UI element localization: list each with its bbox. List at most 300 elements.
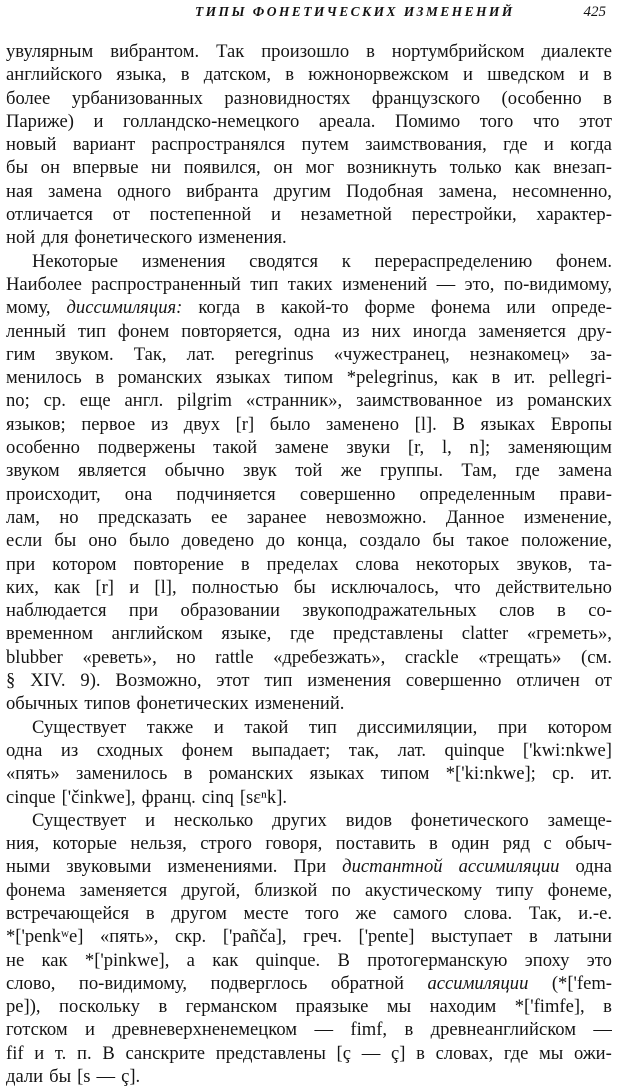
- body-text: [6, 40, 612, 1088]
- word: же: [355, 902, 377, 924]
- word: создало: [359, 530, 421, 552]
- word: —: [436, 273, 456, 295]
- word: произошло: [261, 41, 350, 62]
- word: до: [266, 530, 285, 552]
- word: ной: [6, 227, 36, 249]
- word: и: [578, 64, 589, 86]
- word: это: [586, 949, 612, 971]
- word: близкой: [254, 879, 318, 901]
- word: no;: [6, 390, 30, 412]
- word: дали: [6, 1066, 44, 1088]
- word: изменениями.: [167, 856, 278, 878]
- word: замена: [558, 460, 612, 482]
- word: определенным: [419, 483, 536, 505]
- word: другом: [171, 902, 227, 924]
- word: и: [34, 1042, 45, 1064]
- word: ç].: [121, 1066, 141, 1088]
- word: звуком: [6, 460, 60, 482]
- word: мы: [539, 1042, 564, 1064]
- word: таких: [287, 273, 333, 295]
- word: а: [186, 949, 195, 971]
- word: фонема: [6, 879, 66, 901]
- word: заменяется: [79, 879, 168, 901]
- word: при: [6, 553, 36, 575]
- word: из: [60, 739, 79, 761]
- word: из: [150, 413, 169, 435]
- word: первое: [81, 413, 136, 435]
- word: cinq: [201, 786, 234, 808]
- word: диссимиляции,: [357, 716, 478, 738]
- word: Существует: [32, 809, 127, 831]
- word: Существует: [32, 716, 127, 738]
- word: и: [129, 576, 140, 598]
- word: *['pinkwe],: [84, 949, 170, 971]
- text-line: [6, 180, 612, 203]
- word: При: [293, 856, 327, 878]
- word: сводятся: [249, 250, 319, 272]
- word: появился,: [183, 157, 261, 179]
- word: quinque: [444, 739, 505, 761]
- text-line: [6, 389, 612, 412]
- text-line: [6, 576, 612, 599]
- word: §: [6, 670, 16, 692]
- word: фонетического: [410, 809, 529, 831]
- word: Там,: [461, 460, 497, 482]
- word: вибранта: [186, 180, 259, 202]
- word: ареала.: [318, 110, 376, 132]
- word: видов: [345, 809, 392, 831]
- word: голландско-немецкого: [123, 110, 300, 132]
- word: незнакомец»: [469, 343, 571, 365]
- text-line: [6, 273, 612, 296]
- word: но: [176, 646, 196, 668]
- word: ç]: [391, 1042, 406, 1064]
- word: ожи-: [574, 1042, 612, 1064]
- word: —: [314, 1019, 334, 1041]
- word: [r]: [235, 413, 255, 435]
- word: так,: [348, 739, 380, 761]
- word: иногда: [412, 320, 467, 342]
- text-line: [6, 226, 612, 249]
- word: лат.: [186, 343, 216, 365]
- word: со-: [588, 600, 612, 622]
- word: них: [371, 320, 401, 342]
- text-line: [6, 133, 612, 156]
- text-line: [6, 622, 612, 645]
- word: языке,: [221, 623, 272, 645]
- word: обычно: [164, 460, 225, 482]
- word: в: [285, 64, 295, 86]
- text-line: [6, 343, 612, 366]
- word: языках: [480, 413, 536, 435]
- word: из: [342, 320, 360, 342]
- word: положение,: [521, 530, 612, 552]
- word: является: [77, 460, 147, 482]
- word: и: [85, 1019, 95, 1041]
- word: встречающейся: [6, 902, 130, 924]
- word: древнеанглийском: [430, 1019, 576, 1041]
- text-line: [6, 156, 612, 179]
- word: слова.: [463, 902, 513, 924]
- word: Помимо: [395, 110, 461, 132]
- word: совершенно: [405, 670, 502, 692]
- text-line: [6, 762, 612, 785]
- word: менилось: [6, 367, 82, 389]
- word: ассимиляции: [427, 972, 529, 994]
- word: диалекте: [541, 41, 612, 62]
- word: санскрите: [125, 1042, 206, 1064]
- word: из: [496, 390, 514, 412]
- word: несомненно,: [512, 180, 612, 202]
- word: ['pañča],: [222, 926, 287, 948]
- word: в: [256, 297, 265, 319]
- word: В: [452, 413, 465, 435]
- text-line: [6, 995, 612, 1018]
- word: совершенно: [299, 483, 396, 505]
- word: как: [212, 949, 239, 971]
- word: и: [213, 716, 224, 738]
- word: ния,: [6, 833, 40, 855]
- word: слово,: [6, 972, 56, 994]
- text-line: [6, 949, 612, 972]
- word: в: [603, 87, 612, 109]
- word: где: [289, 623, 315, 645]
- word: *['fimfe],: [514, 996, 585, 1018]
- word: n];: [469, 437, 491, 459]
- word: полностью: [191, 576, 279, 598]
- word: и: [270, 204, 281, 226]
- word: Данное: [445, 506, 505, 528]
- word: группы.: [379, 460, 443, 482]
- word: было: [269, 413, 311, 435]
- word: тип: [77, 320, 106, 342]
- word: —: [96, 1066, 116, 1088]
- word: более: [6, 87, 51, 109]
- word: заранее: [246, 506, 307, 528]
- word: ассимиляции: [458, 856, 560, 878]
- text-line: [6, 553, 612, 576]
- page-number: 425: [583, 4, 606, 20]
- word: говоря,: [265, 833, 323, 855]
- word: южнонорвежском: [308, 64, 449, 86]
- word: как: [514, 157, 541, 179]
- word: замена,: [438, 180, 498, 202]
- word: внезап-: [553, 157, 612, 179]
- word: Так,: [133, 343, 167, 365]
- word: в: [158, 996, 168, 1018]
- text-line: [6, 436, 612, 459]
- text-line: [6, 63, 612, 86]
- word: изменения: [307, 670, 392, 692]
- word: той: [295, 460, 323, 482]
- word: языков;: [6, 413, 66, 435]
- word: Европы: [550, 413, 612, 435]
- text-line: [6, 413, 612, 436]
- word: другим: [273, 180, 331, 202]
- word: ее: [211, 506, 228, 528]
- word: от: [594, 670, 612, 692]
- word: оно: [88, 530, 117, 552]
- word: фонем: [117, 320, 170, 342]
- word: представлены: [215, 1042, 326, 1064]
- text-line: [6, 646, 612, 669]
- word: в: [557, 600, 566, 622]
- text-line: [6, 692, 612, 715]
- word: незаметной: [300, 204, 392, 226]
- text-line: [6, 250, 612, 273]
- word: XIV.: [30, 670, 66, 692]
- page-header: [0, 4, 620, 24]
- word: fimf,: [350, 1019, 388, 1041]
- word: подчиняется: [176, 483, 276, 505]
- word: одна: [293, 320, 331, 342]
- word: ит.: [513, 367, 536, 389]
- word: заменяющим: [507, 437, 612, 459]
- word: [ç: [336, 1042, 351, 1064]
- word: замене: [274, 437, 329, 459]
- word: и: [93, 110, 104, 132]
- word: строго: [200, 833, 252, 855]
- word: cinque: [6, 786, 56, 808]
- word: звук: [242, 460, 277, 482]
- word: подвержены: [97, 437, 196, 459]
- word: как: [54, 576, 81, 598]
- word: pellegri-: [548, 367, 612, 389]
- word: дру-: [577, 320, 612, 342]
- word: —: [593, 1019, 612, 1041]
- word: опреде-: [551, 297, 612, 319]
- text-line: [6, 1065, 612, 1088]
- word: мому,: [6, 297, 51, 319]
- word: мог: [305, 157, 335, 179]
- word: в: [366, 41, 375, 62]
- word: заимствованное: [356, 390, 483, 412]
- word: если: [6, 530, 43, 552]
- word: rattle: [215, 646, 254, 668]
- word: отличен: [516, 670, 580, 692]
- word: такое: [466, 530, 510, 552]
- word: какой-то: [280, 297, 349, 319]
- word: того: [479, 110, 514, 132]
- word: ср.: [43, 390, 66, 412]
- word: peregrinus: [235, 343, 314, 365]
- word: распространялся: [151, 134, 286, 156]
- word: «странник»,: [245, 390, 343, 412]
- word: было: [129, 530, 170, 552]
- word: «греметь»,: [526, 623, 612, 645]
- word: звуки: [346, 437, 391, 459]
- word: английском: [111, 623, 203, 645]
- word: временном: [6, 623, 93, 645]
- word: в: [183, 763, 193, 785]
- word: ит.: [590, 763, 612, 785]
- word: английского: [6, 64, 103, 86]
- word: l,: [441, 437, 452, 459]
- word: и.-е.: [578, 902, 612, 924]
- word: что: [532, 110, 560, 132]
- word: фонем.: [556, 250, 612, 272]
- word: ная: [6, 180, 33, 202]
- word: pilgrim: [177, 390, 232, 412]
- word: поскольку: [59, 996, 140, 1018]
- word: повторение: [133, 553, 224, 575]
- word: что: [454, 576, 481, 598]
- word: где: [515, 460, 540, 482]
- word: повторяется,: [181, 320, 282, 342]
- word: того: [305, 902, 339, 924]
- word: В: [337, 949, 350, 971]
- word: ких,: [6, 576, 39, 598]
- word: еще: [79, 390, 111, 412]
- word: ни: [151, 157, 172, 179]
- text-line: [6, 506, 612, 529]
- word: только: [449, 157, 502, 179]
- word: от: [112, 204, 130, 226]
- word: 9).: [80, 670, 101, 692]
- word: pe]),: [6, 996, 41, 1018]
- word: такой: [244, 716, 289, 738]
- word: когда: [198, 297, 241, 319]
- word: Так,: [528, 902, 562, 924]
- word: *pelegrinus,: [346, 367, 439, 389]
- text-line: [6, 203, 612, 226]
- word: заменено: [325, 413, 400, 435]
- word: *['penkʷe]: [6, 926, 84, 948]
- word: Наиболее: [6, 273, 82, 295]
- word: [l].: [414, 413, 437, 435]
- word: когда: [570, 134, 612, 156]
- word: языка,: [116, 64, 167, 86]
- word: но: [59, 506, 79, 528]
- word: греч.: [303, 926, 342, 948]
- word: «пять»,: [100, 926, 159, 948]
- word: образовании: [180, 600, 280, 622]
- word: где: [503, 134, 528, 156]
- word: франц.: [141, 786, 196, 808]
- word: бы: [54, 530, 77, 552]
- word: одна: [6, 739, 43, 761]
- word: поставить: [335, 833, 416, 855]
- word: пределах: [266, 553, 339, 575]
- word: ['kwi:nkwe]: [522, 739, 612, 761]
- word: одна: [575, 856, 612, 878]
- word: п.: [77, 1042, 92, 1064]
- text-line: [6, 972, 612, 995]
- word: находим: [429, 996, 497, 1018]
- word: т.: [54, 1042, 67, 1064]
- word: же: [340, 460, 362, 482]
- word: не: [6, 949, 25, 971]
- word: романских: [527, 390, 612, 412]
- word: quinque.: [255, 949, 321, 971]
- word: звукоподражательных: [302, 600, 477, 622]
- word: увулярным: [6, 41, 94, 62]
- text-line: [6, 1042, 612, 1065]
- word: звуков,: [516, 553, 573, 575]
- word: вибрантом.: [110, 41, 200, 62]
- word: вариант: [72, 134, 136, 156]
- word: она: [124, 483, 153, 505]
- word: романских: [208, 763, 294, 785]
- text-line: [6, 809, 612, 832]
- word: в: [145, 902, 155, 924]
- word: других: [272, 809, 327, 831]
- word: доведено: [181, 530, 255, 552]
- word: и: [145, 809, 156, 831]
- word: В: [102, 1042, 115, 1064]
- word: в: [491, 367, 501, 389]
- word: выступает: [431, 926, 513, 948]
- word: (особенно: [501, 87, 582, 109]
- text-line: [6, 296, 612, 319]
- word: замеще-: [547, 809, 612, 831]
- running-head: ТИПЫ ФОНЕТИЧЕСКИХ ИЗМЕНЕНИЙ: [195, 4, 515, 19]
- word: Некоторые: [32, 250, 119, 272]
- word: изменение,: [523, 506, 612, 528]
- word: этот: [578, 110, 612, 132]
- word: дистантной: [342, 856, 443, 878]
- word: конца,: [297, 530, 348, 552]
- word: в: [529, 926, 538, 948]
- word: акустическому: [364, 879, 483, 901]
- word: тип: [264, 670, 293, 692]
- word: —: [361, 1042, 381, 1064]
- word: изменений: [342, 273, 428, 295]
- word: разновидностях: [224, 87, 351, 109]
- text-line: [6, 366, 612, 389]
- word: фонем: [181, 739, 234, 761]
- text-line: [6, 87, 612, 110]
- word: скр.: [174, 926, 207, 948]
- word: выпадает;: [251, 739, 331, 761]
- word: ленный: [6, 320, 66, 342]
- word: нельзя,: [130, 833, 187, 855]
- text-line: [6, 529, 612, 552]
- word: изменения: [141, 250, 226, 272]
- word: несколько: [174, 809, 254, 831]
- word: одного: [117, 180, 171, 202]
- word: Возможно,: [115, 670, 202, 692]
- word: фонетического: [74, 227, 193, 249]
- word: предсказать: [97, 506, 192, 528]
- word: месте: [243, 902, 289, 924]
- word: невозможно.: [325, 506, 427, 528]
- word: в: [429, 833, 438, 855]
- word: фонеме,: [547, 879, 612, 901]
- text-line: [6, 40, 612, 63]
- word: «реветь»,: [82, 646, 157, 668]
- word: наблюдается: [6, 600, 107, 622]
- text-line: [6, 832, 612, 855]
- text-line: [6, 1018, 612, 1041]
- word: (*['fem-: [551, 972, 612, 994]
- word: тип: [308, 716, 337, 738]
- word: и: [463, 64, 473, 86]
- word: заменилось: [76, 763, 168, 785]
- word: он: [273, 157, 293, 179]
- word: за-: [590, 343, 612, 365]
- word: лам,: [6, 506, 40, 528]
- word: и: [543, 134, 554, 156]
- word: типом: [284, 367, 334, 389]
- word: англ.: [124, 390, 164, 412]
- word: прави-: [559, 483, 612, 505]
- word: та-: [589, 553, 612, 575]
- word: [s: [77, 1066, 91, 1088]
- word: Париже): [6, 110, 74, 132]
- word: отличается: [6, 204, 93, 226]
- word: звуковыми: [66, 856, 152, 878]
